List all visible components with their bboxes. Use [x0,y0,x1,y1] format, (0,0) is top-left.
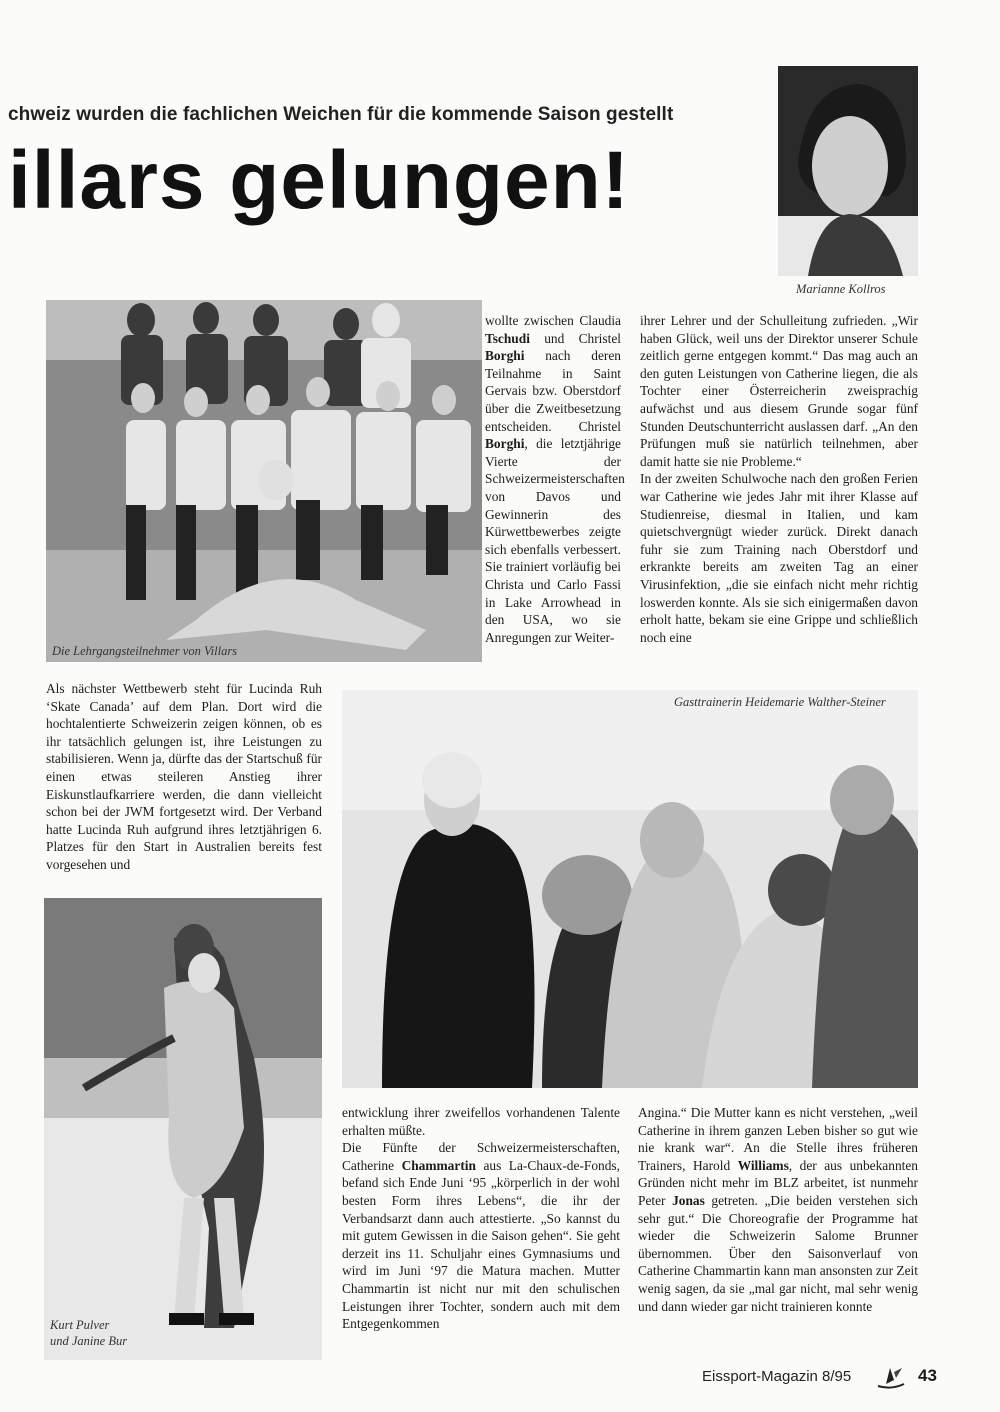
name-borghi: Borghi [485,348,525,364]
skating-pair-photo [44,898,322,1360]
headline: illars gelungen! [8,135,630,226]
narrow-text-2: und Christel [529,330,621,346]
paragraph: entwicklung ihrer zweifellos vorhandenen Talente erhalten müßte. [342,1105,620,1138]
narrow-text-1: wollte zwischen Claudia [485,313,621,328]
footer-magazine: Eissport-Magazin 8/95 [702,1368,852,1385]
paragraph: ihrer Lehrer und der Schulleitung zufrieden. „Wir haben Glück, weil uns der Direktor unserer Schule zeitlich gerne entgegen kommt.“ Das mag auch an den guten Leistungen von Catherine liegen, die als Tochter einer Österreicherin zweisprachig aufwächst und aus diesem Grunde sogar fünf Stunden Deutschunterricht auslassen darf. „An den Prüfungen muß sie natürlich teilnehmen, aber damit hatte sie nie Probleme.“ [640,313,918,469]
text-column-left-mid [46,680,322,874]
caption-group: Die Lehrgangsteilnehmer von Villars [52,644,238,658]
page-number: 43 [918,1366,937,1385]
text-column-bottom-right [638,1104,918,1315]
caption-pulver-line2: und Janine Bur [50,1333,128,1348]
text-column-top-right [640,312,918,646]
kicker-line: chweiz wurden die fachlichen Weichen für die kommende Saison gestellt [8,104,674,125]
narrow-text-3: nach deren Teilnahme in Saint Gervais bzw. Oberstdorf über die Zweitbesetzung entscheiden. Christel [485,348,621,434]
paragraph: Als nächster Wettbewerb steht für Lucinda Ruh ‘Skate Canada’ auf dem Plan. Dort wird die hochtalentierte Schweizerin zeigen können, ob es ihr tatsächlich gelungen ist, ihre Leistungen zu stabilisieren. Wenn ja, dürfte das der Startschuß für einen etwas steileren Anstieg ihrer Eiskunstlaufkarriere werden, die dann vielleicht schon bei der JWM fortgesetzt wird. Der Verband hatte Lucinda Ruh aufgrund ihres letztjährigen 6. Platzes für den Start in Australien bereits fest vorgesehen und [46,681,322,872]
bottom-right-text-2: , der aus unbekannten Gründen nicht mehr im BLZ arbeitet, ist nunmehr Peter [638,1157,918,1208]
name-chammartin: Chammartin [401,1157,476,1173]
bottom-right-text-3: getreten. „Die beiden verstehen sich sehr gut.“ Die Choreografie der Programme hat wieder die Schweizerin Salome Brunner übernommen. Über den Saisonverlauf von Catherine Chammartin kann man ansonsten zur Zeit wenig sagen, da sie „mal gar nicht, mal sehr wenig und dann wieder gar nicht trainieren konnte [638,1192,918,1314]
coaching-photo [342,690,918,1088]
text-column-narrow [485,312,625,646]
name-tschudi: Tschudi [485,330,530,346]
name-borghi-2: Borghi [485,436,525,452]
portrait-photo [778,66,918,276]
bottom-mid-text-1: Die Fünfte der Schweizermeisterschaften, Catherine [342,1140,620,1173]
caption-walther: Gasttrainerin Heidemarie Walther-Steiner [674,695,886,709]
name-jonas: Jonas [672,1192,705,1208]
narrow-text-4: , die letztjährige Vierte der Schweizermeisterschaften von Davos und Gewinnerin des Kürwettbewerbes zeigte sich ebenfalls verbessert. Sie trainiert vorläufig bei Christa und Carlo Fassi in Lake Arrowhead in den USA, wo sie Anregungen zur Weiter- [485,436,625,645]
caption-pulver [50,1318,127,1349]
paragraph: In der zweiten Schulwoche nach den großen Ferien war Catherine wie jedes Jahr mit ihrer Klasse auf Studienreise, diesmal in Italien, und kam quietschvergnügt wieder zurück. Direkt danach fuhr sie zum Training nach Oberstdorf und erkrankte bereits am zweiten Tag an einer Virusinfektion, „die sie einfach nicht mehr richtig loswerden konnte. Als sie sich einigermaßen davon erholt hatte, bekam sie eine Grippe und schließlich noch eine [640,471,918,645]
caption-pulver-line1: Kurt Pulver [50,1318,110,1332]
skater-logo-icon [876,1364,906,1390]
text-column-bottom-mid [342,1104,620,1333]
name-williams: Williams [737,1157,789,1173]
bottom-right-text-1: Angina.“ Die Mutter kann es nicht verstehen, „weil Catherine in ihrem ganzen Leben bisher so gut wie nie krank war“. An die Stelle ihres früheren Trainers, Harold [638,1105,918,1173]
group-photo [46,300,482,662]
bottom-mid-text-2: aus La-Chaux-de-Fonds, befand sich Ende Juni ‘95 „körperlich in der wohl besten Form ihres Lebens“, die ihr der Verbandsarzt dann auch attestierte. „So kannst du mit gutem Gewissen in die Saison gehen“. Sie geht derzeit ins 11. Schuljahr eines Gymnasiums und wird im Juni ‘97 die Matura machen. Mutter Chammartin ist nicht nur mit den schulischen Leistungen ihrer Tochter, sondern auch mit dem Entgegenkommen [342,1157,620,1332]
caption-kollros: Marianne Kollros [796,282,886,296]
